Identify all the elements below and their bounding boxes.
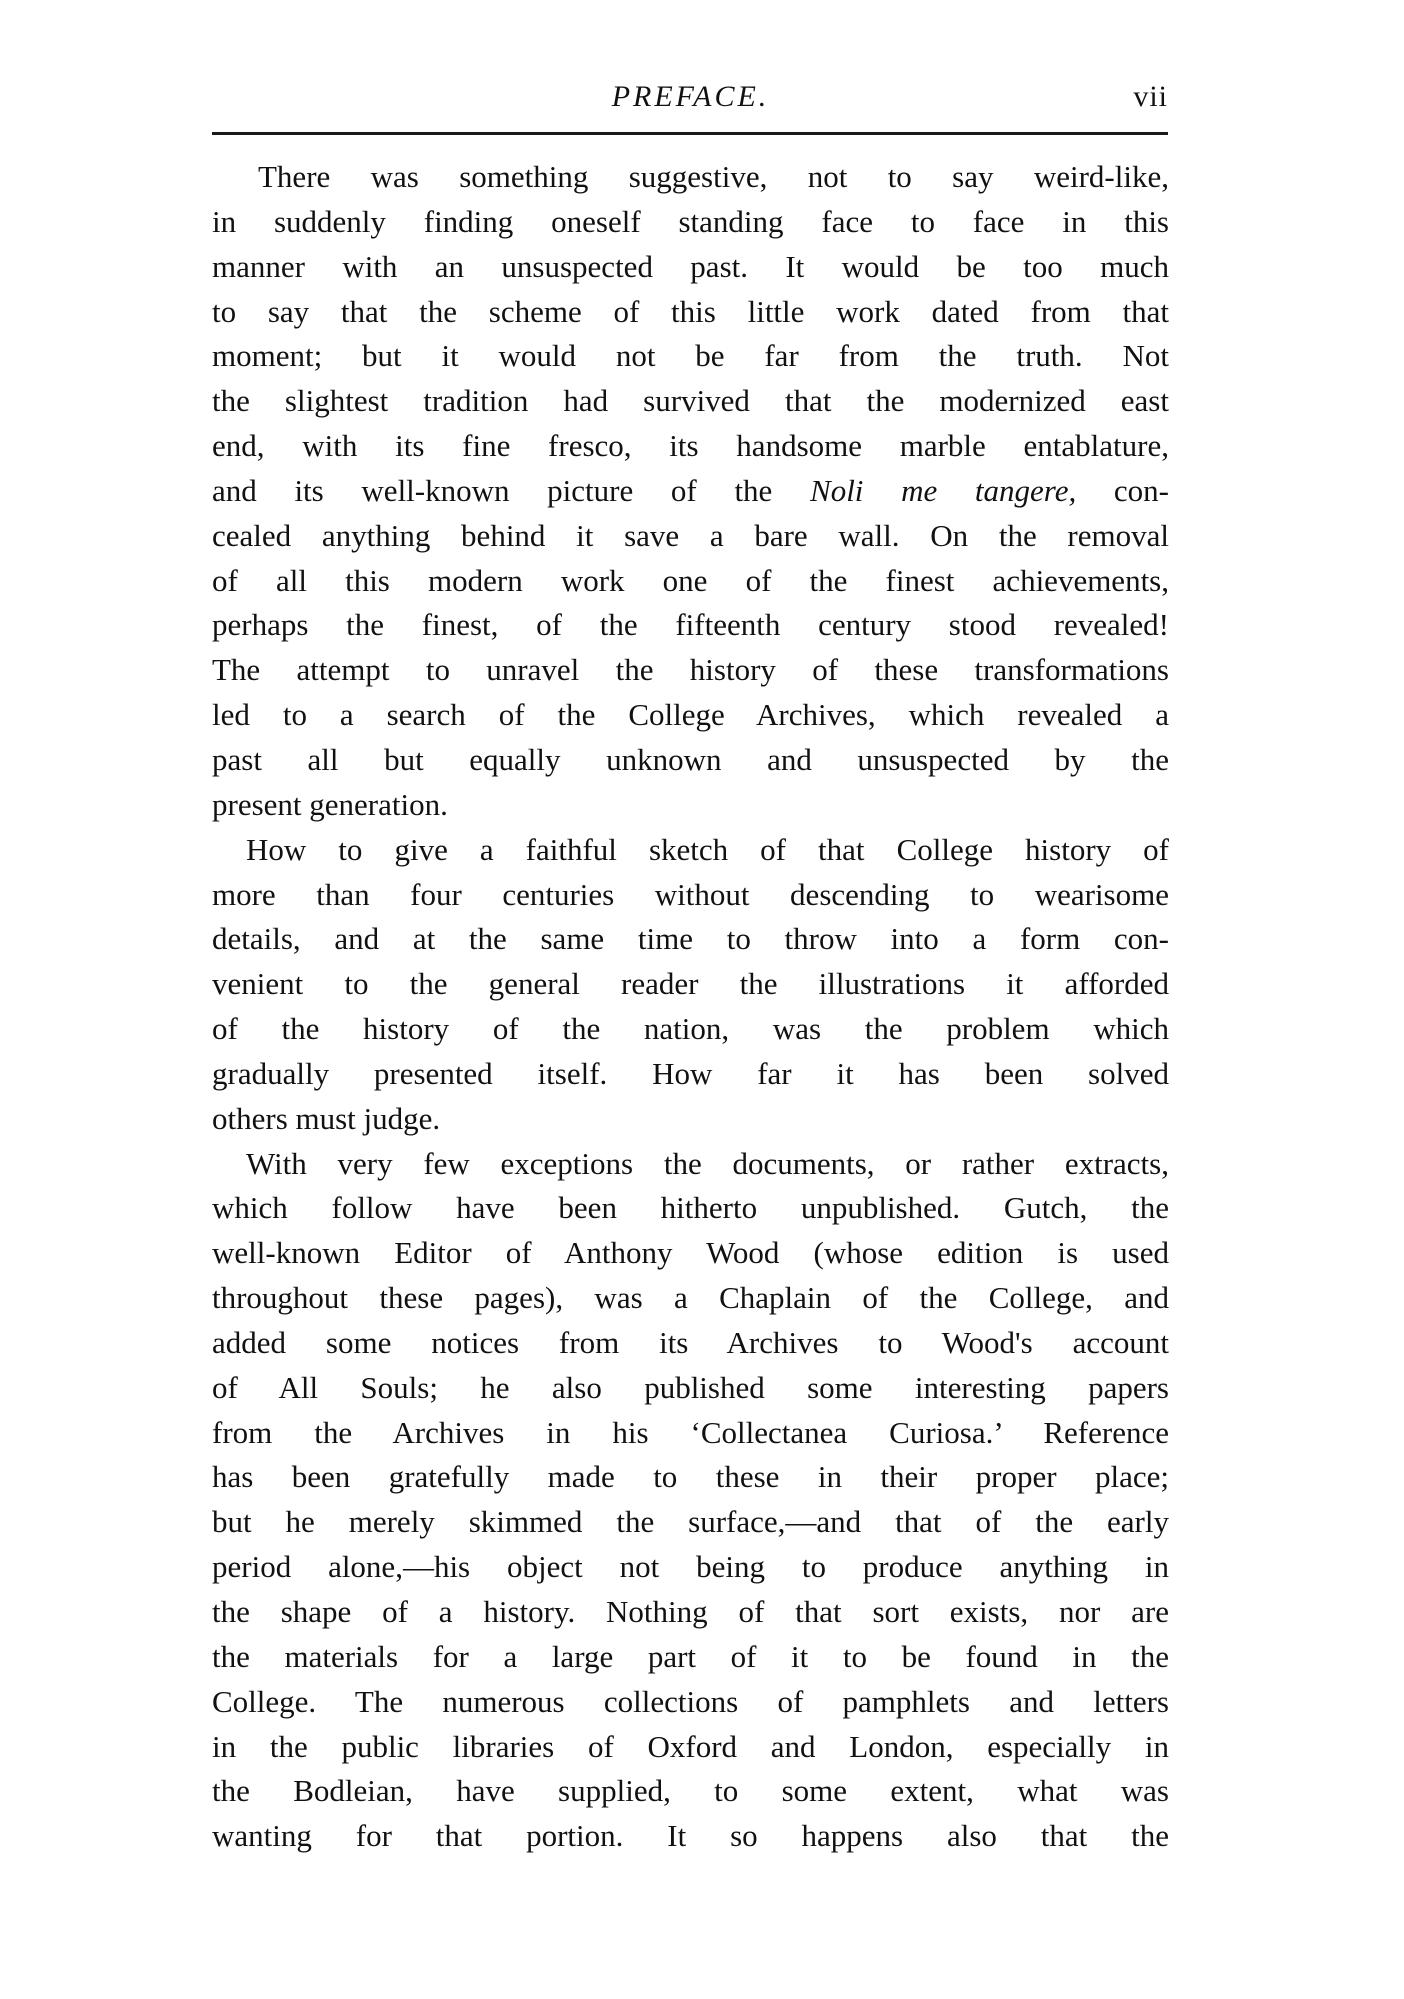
text-line: in suddenly finding oneself standing face to face in this (212, 203, 1169, 239)
text-line: of the history of the nation, was the problem which (212, 1011, 1169, 1047)
text-line: the materials for a large part of it to be found in the (212, 1638, 1169, 1674)
text-line: present generation. (212, 786, 448, 822)
text-line: led to a search of the College Archives, which revealed a (212, 697, 1169, 733)
paragraph-3 (212, 1142, 1169, 1860)
text-line: past all but equally unknown and unsuspected by the (212, 741, 1169, 777)
text-line: wanting for that portion. It so happens also that the (212, 1818, 1169, 1854)
text-line: others must judge. (212, 1100, 441, 1136)
header-rule (212, 132, 1168, 135)
italic-title: Noli me tangere, (810, 472, 1077, 508)
text-line: cealed anything behind it save a bare wall. On the removal (212, 517, 1169, 553)
text-line: There was something suggestive, not to say weird-like, (258, 159, 1169, 194)
text-line: but he merely skimmed the surface,—and that of the early (212, 1504, 1169, 1540)
text-line: more than four centuries without descending to wearisome (212, 876, 1169, 912)
running-head (213, 80, 1168, 120)
text-line: venient to the general reader the illustrations it afforded (212, 966, 1169, 1002)
text-line: manner with an unsuspected past. It would be too much (212, 248, 1169, 284)
text-line: throughout these pages), was a Chaplain of the College, and (212, 1280, 1169, 1316)
text-line: College. The numerous collections of pamphlets and letters (212, 1683, 1169, 1719)
paragraph-1 (212, 155, 1169, 828)
text-line: to say that the scheme of this little work dated from that (212, 293, 1169, 329)
text-line: added some notices from its Archives to Wood's account (212, 1324, 1169, 1360)
paragraph-2 (212, 828, 1169, 1142)
text-line: in the public libraries of Oxford and London, especially in (212, 1728, 1169, 1764)
text-line: of All Souls; he also published some interesting papers (212, 1369, 1169, 1405)
text-line: of all this modern work one of the finest achievements, (212, 562, 1169, 598)
text-line: which follow have been hitherto unpublished. Gutch, the (212, 1190, 1169, 1226)
text-line: end, with its fine fresco, its handsome marble entablature, (212, 428, 1169, 464)
text-line: How to give a faithful sketch of that College history of (246, 831, 1169, 867)
text-segment: and its well-known picture of the (212, 472, 773, 508)
text-line: the shape of a history. Nothing of that sort exists, nor are (212, 1594, 1169, 1629)
text-line: gradually presented itself. How far it has been solved (212, 1055, 1169, 1091)
text-segment: con- (1113, 472, 1169, 508)
running-title: PREFACE. (611, 80, 770, 113)
text-line: moment; but it would not be far from the truth. Not (212, 338, 1169, 374)
text-line-with-italic (212, 469, 1169, 514)
text-line: has been gratefully made to these in their proper place; (212, 1459, 1169, 1495)
text-line: With very few exceptions the documents, or rather extracts, (246, 1145, 1169, 1181)
text-line: well-known Editor of Anthony Wood (whose edition is used (212, 1235, 1169, 1271)
page-number: vii (1133, 80, 1168, 113)
text-line: the slightest tradition had survived that the modernized east (212, 383, 1169, 419)
text-line: the Bodleian, have supplied, to some extent, what was (212, 1773, 1169, 1809)
body-text (212, 155, 1169, 1859)
text-line: perhaps the finest, of the fifteenth century stood revealed! (212, 607, 1169, 643)
text-line: period alone,—his object not being to produce anything in (212, 1549, 1169, 1585)
text-line: The attempt to unravel the history of these transformations (212, 652, 1169, 688)
text-line: details, and at the same time to throw into a form con- (212, 921, 1169, 957)
text-line: from the Archives in his ‘Collectanea Curiosa.’ Reference (212, 1414, 1169, 1450)
